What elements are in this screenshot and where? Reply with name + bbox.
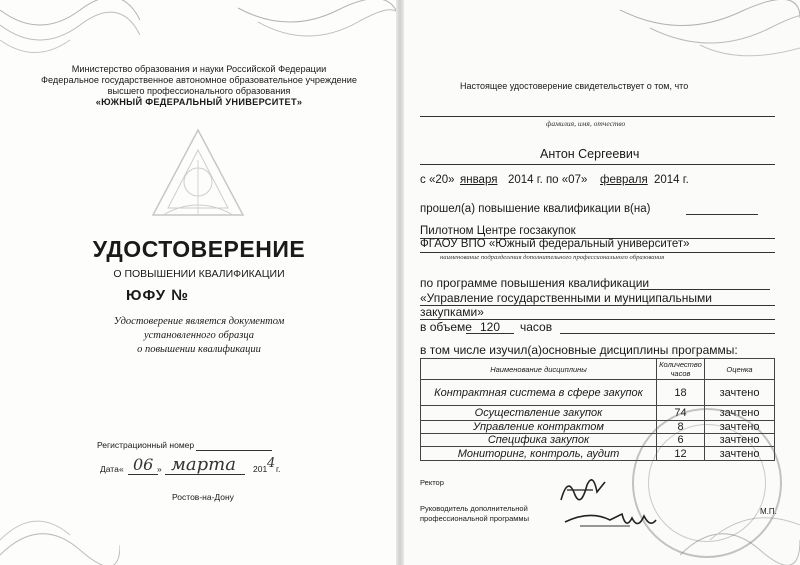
passed-text: прошел(а) повышение квалификации в(на)	[420, 203, 651, 215]
period-from-month: января	[460, 174, 498, 186]
discipline-grade: зачтено	[705, 406, 775, 421]
period-from-prefix: с «20»	[420, 174, 455, 186]
studied-label: в том числе изучил(а)основные дисциплины программы:	[420, 343, 738, 357]
date-month-line	[165, 474, 245, 475]
certificate-subtitle: О ПОВЫШЕНИИ КВАЛИФИКАЦИИ	[113, 268, 285, 280]
date-year-suffix: г.	[276, 464, 281, 474]
volume-prefix: в объеме	[420, 320, 472, 334]
corner-ornament-top-left	[0, 0, 140, 70]
org-underline-2	[420, 252, 775, 253]
volume-suffix: часов	[520, 320, 553, 334]
registration-number-label: Регистрационный номер	[97, 440, 195, 450]
head-signature-icon	[560, 500, 660, 540]
discipline-name: Мониторинг, контроль, аудит	[421, 447, 657, 461]
volume-hours-line	[466, 333, 514, 334]
period-suffix: 2014 г.	[654, 174, 689, 186]
certificate-number-label: ЮФУ №	[126, 287, 189, 304]
ministry-line-3: высшего профессионального образования	[107, 86, 291, 96]
org-line-1: Пилотном Центре госзакупок	[420, 225, 576, 237]
discipline-hours: 18	[657, 380, 705, 406]
registration-number-line	[196, 450, 272, 451]
program-label-line	[640, 289, 770, 290]
date-label: Дата	[100, 464, 119, 474]
period-middle: 2014 г. по «07»	[508, 174, 588, 186]
university-emblem-icon	[143, 120, 253, 230]
fio-line	[420, 116, 775, 117]
discipline-grade: зачтено	[705, 380, 775, 406]
discipline-hours: 12	[657, 447, 705, 461]
discipline-hours: 6	[657, 434, 705, 447]
date-day: 06	[133, 455, 154, 474]
certificate-title: УДОСТОВЕРЕНИЕ	[92, 236, 306, 262]
program-label: по программе повышения квалификации	[420, 276, 650, 290]
header-hours: Количество часов	[657, 359, 705, 380]
discipline-grade: зачтено	[705, 421, 775, 434]
date-close-quote: »	[157, 464, 162, 474]
university-name: «ЮЖНЫЙ ФЕДЕРАЛЬНЫЙ УНИВЕРСИТЕТ»	[95, 97, 303, 107]
date-month: марта	[171, 454, 236, 475]
org-line-2: ФГАОУ ВПО «Южный федеральный университет»	[420, 238, 690, 250]
corner-ornament-top-right-left-page	[238, 0, 398, 60]
date-year-hand: 4	[267, 456, 276, 471]
program-underline-2	[420, 319, 775, 320]
ministry-line-1: Министерство образования и науки Российской Федерации	[71, 64, 327, 74]
head-label-line-1: Руководитель дополнительной	[420, 504, 528, 513]
note-line-2: установленного образца	[143, 330, 255, 341]
header-grade: Оценка	[705, 359, 775, 380]
discipline-hours: 8	[657, 421, 705, 434]
intro-text: Настоящее удостоверение свидетельствует о том, что	[460, 81, 689, 91]
name-line	[420, 164, 775, 165]
city: Ростов-на-Дону	[172, 492, 234, 502]
discipline-name: Управление контрактом	[421, 421, 657, 434]
discipline-name: Специфика закупок	[421, 434, 657, 447]
passed-line	[686, 214, 758, 215]
fio-caption: фамилия, имя, отчество	[546, 119, 626, 128]
discipline-grade: зачтено	[705, 434, 775, 447]
header-discipline: Наименование дисциплины	[421, 359, 657, 380]
corner-ornament-top-right	[620, 0, 800, 70]
date-open-quote: «	[119, 464, 124, 474]
disciplines-header-row	[421, 359, 775, 380]
discipline-name: Контрактная система в сфере закупок	[421, 380, 657, 406]
rector-label: Ректор	[420, 478, 444, 487]
ministry-line-2: Федеральное государственное автономное образовательное учреждение	[41, 75, 357, 85]
note-line-3: о повышении квалификации	[137, 344, 261, 355]
corner-ornament-bottom-left	[0, 495, 120, 565]
date-day-line	[128, 474, 158, 475]
discipline-hours: 74	[657, 406, 705, 421]
seal-mark: М.П.	[760, 507, 777, 516]
discipline-grade: зачтено	[705, 447, 775, 461]
org-caption: наименование подразделения дополнительного профессионального образования	[440, 254, 665, 261]
program-line-2: закупками»	[420, 305, 484, 319]
full-name: Антон Сергеевич	[540, 147, 640, 161]
volume-hours: 120	[480, 320, 501, 334]
note-line-1: Удостоверение является документом	[113, 316, 285, 327]
date-year-prefix: 201	[253, 464, 268, 474]
head-label-line-2: профессиональной программы	[420, 514, 529, 523]
program-line-1: «Управление государственными и муниципальными	[420, 291, 712, 305]
discipline-name: Осуществление закупок	[421, 406, 657, 421]
period-to-month: февраля	[600, 174, 648, 186]
table-row	[421, 380, 775, 406]
volume-line	[560, 333, 775, 334]
